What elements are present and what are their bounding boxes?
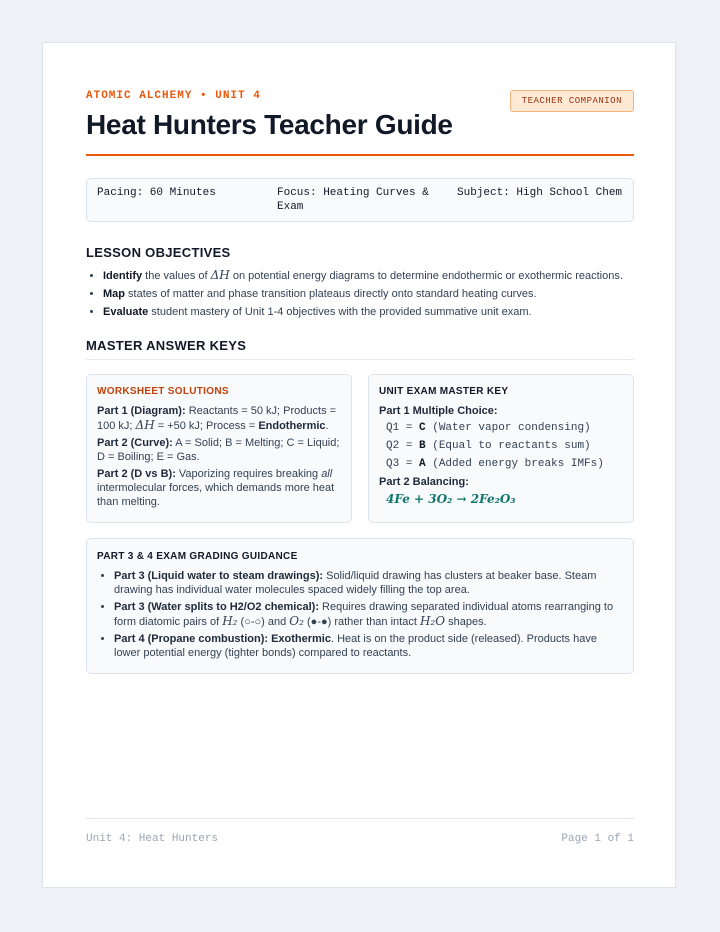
multiple-choice-label: Part 1 Multiple Choice: [379, 405, 498, 417]
answer-key-cards [86, 374, 634, 523]
objectives-heading: LESSON OBJECTIVES [86, 245, 231, 260]
grading-item: • Part 3 (Liquid water to steam drawings): Solid/liquid drawing has clusters at beaker base. Steam drawing has individual water molecules spaced widely filling the top area. [114, 569, 623, 597]
grading-guidance-list [97, 569, 623, 660]
unit-eyebrow: ATOMIC ALCHEMY • UNIT 4 [86, 90, 261, 102]
grading-guidance-title: PART 3 & 4 EXAM GRADING GUIDANCE [97, 551, 298, 562]
page-content [86, 86, 634, 674]
mc-answer-q1: Q1 = C (Water vapor condensing) [386, 422, 591, 434]
document-page [42, 42, 676, 888]
footer-unit-label: Unit 4: Heat Hunters [86, 833, 219, 845]
grading-item: • Part 4 (Propane combustion): Exothermic. Heat is on the product side (released). Products have lower potential energy (tighter bonds) compared to reactants. [114, 632, 623, 660]
answer-keys-heading: MASTER ANSWER KEYS [86, 338, 634, 360]
objective-item: • Map states of matter and phase transition plateaus directly onto standard heating curves. [103, 287, 634, 301]
worksheet-solutions-title: WORKSHEET SOLUTIONS [97, 386, 229, 397]
subject-meta: Subject: High School Chem [457, 187, 623, 199]
worksheet-part1: Part 1 (Diagram): Reactants = 50 kJ; Products = 100 kJ; ΔH = +50 kJ; Process = Endothermic. [97, 405, 337, 432]
lesson-meta-box [86, 178, 634, 222]
worksheet-part2-curve: Part 2 (Curve): A = Solid; B = Melting; C = Liquid; D = Boiling; E = Gas. [97, 437, 340, 463]
mc-answer-q3: Q3 = A (Added energy breaks IMFs) [386, 458, 604, 470]
worksheet-solutions-card [86, 374, 352, 523]
grading-guidance-card [86, 538, 634, 674]
unit-exam-key-title: UNIT EXAM MASTER KEY [379, 386, 509, 397]
page-footer [86, 818, 634, 845]
page-title: Heat Hunters Teacher Guide [86, 109, 453, 140]
pacing-meta: Pacing: 60 Minutes [97, 187, 216, 199]
footer-page-number: Page 1 of 1 [561, 833, 634, 845]
objective-item: • Evaluate student mastery of Unit 1-4 objectives with the provided summative unit exam. [103, 305, 634, 319]
balancing-label: Part 2 Balancing: [379, 476, 469, 488]
worksheet-part2-dvsb: Part 2 (D vs B): Vaporizing requires breaking all intermolecular forces, which demands more heat than melting. [97, 468, 335, 508]
objective-item: • Identify the values of ΔH on potential energy diagrams to determine endothermic or exothermic reactions. [103, 268, 634, 283]
mc-answer-q2: Q2 = B (Equal to reactants sum) [386, 440, 591, 452]
focus-meta: Focus: Heating Curves & Exam [277, 187, 429, 213]
unit-exam-key-card [368, 374, 634, 523]
title-divider [86, 154, 634, 156]
objectives-list [86, 268, 634, 319]
teacher-companion-badge: TEACHER COMPANION [510, 90, 634, 112]
grading-item: • Part 3 (Water splits to H2/O2 chemical): Requires drawing separated individual atoms rearranging to form diatomic pairs of H₂ (○-○) and O₂ (●-●) rather than intact H₂O shapes. [114, 600, 623, 629]
balanced-equation: 4Fe + 3O₂ → 2Fe₂O₃ [386, 492, 516, 506]
